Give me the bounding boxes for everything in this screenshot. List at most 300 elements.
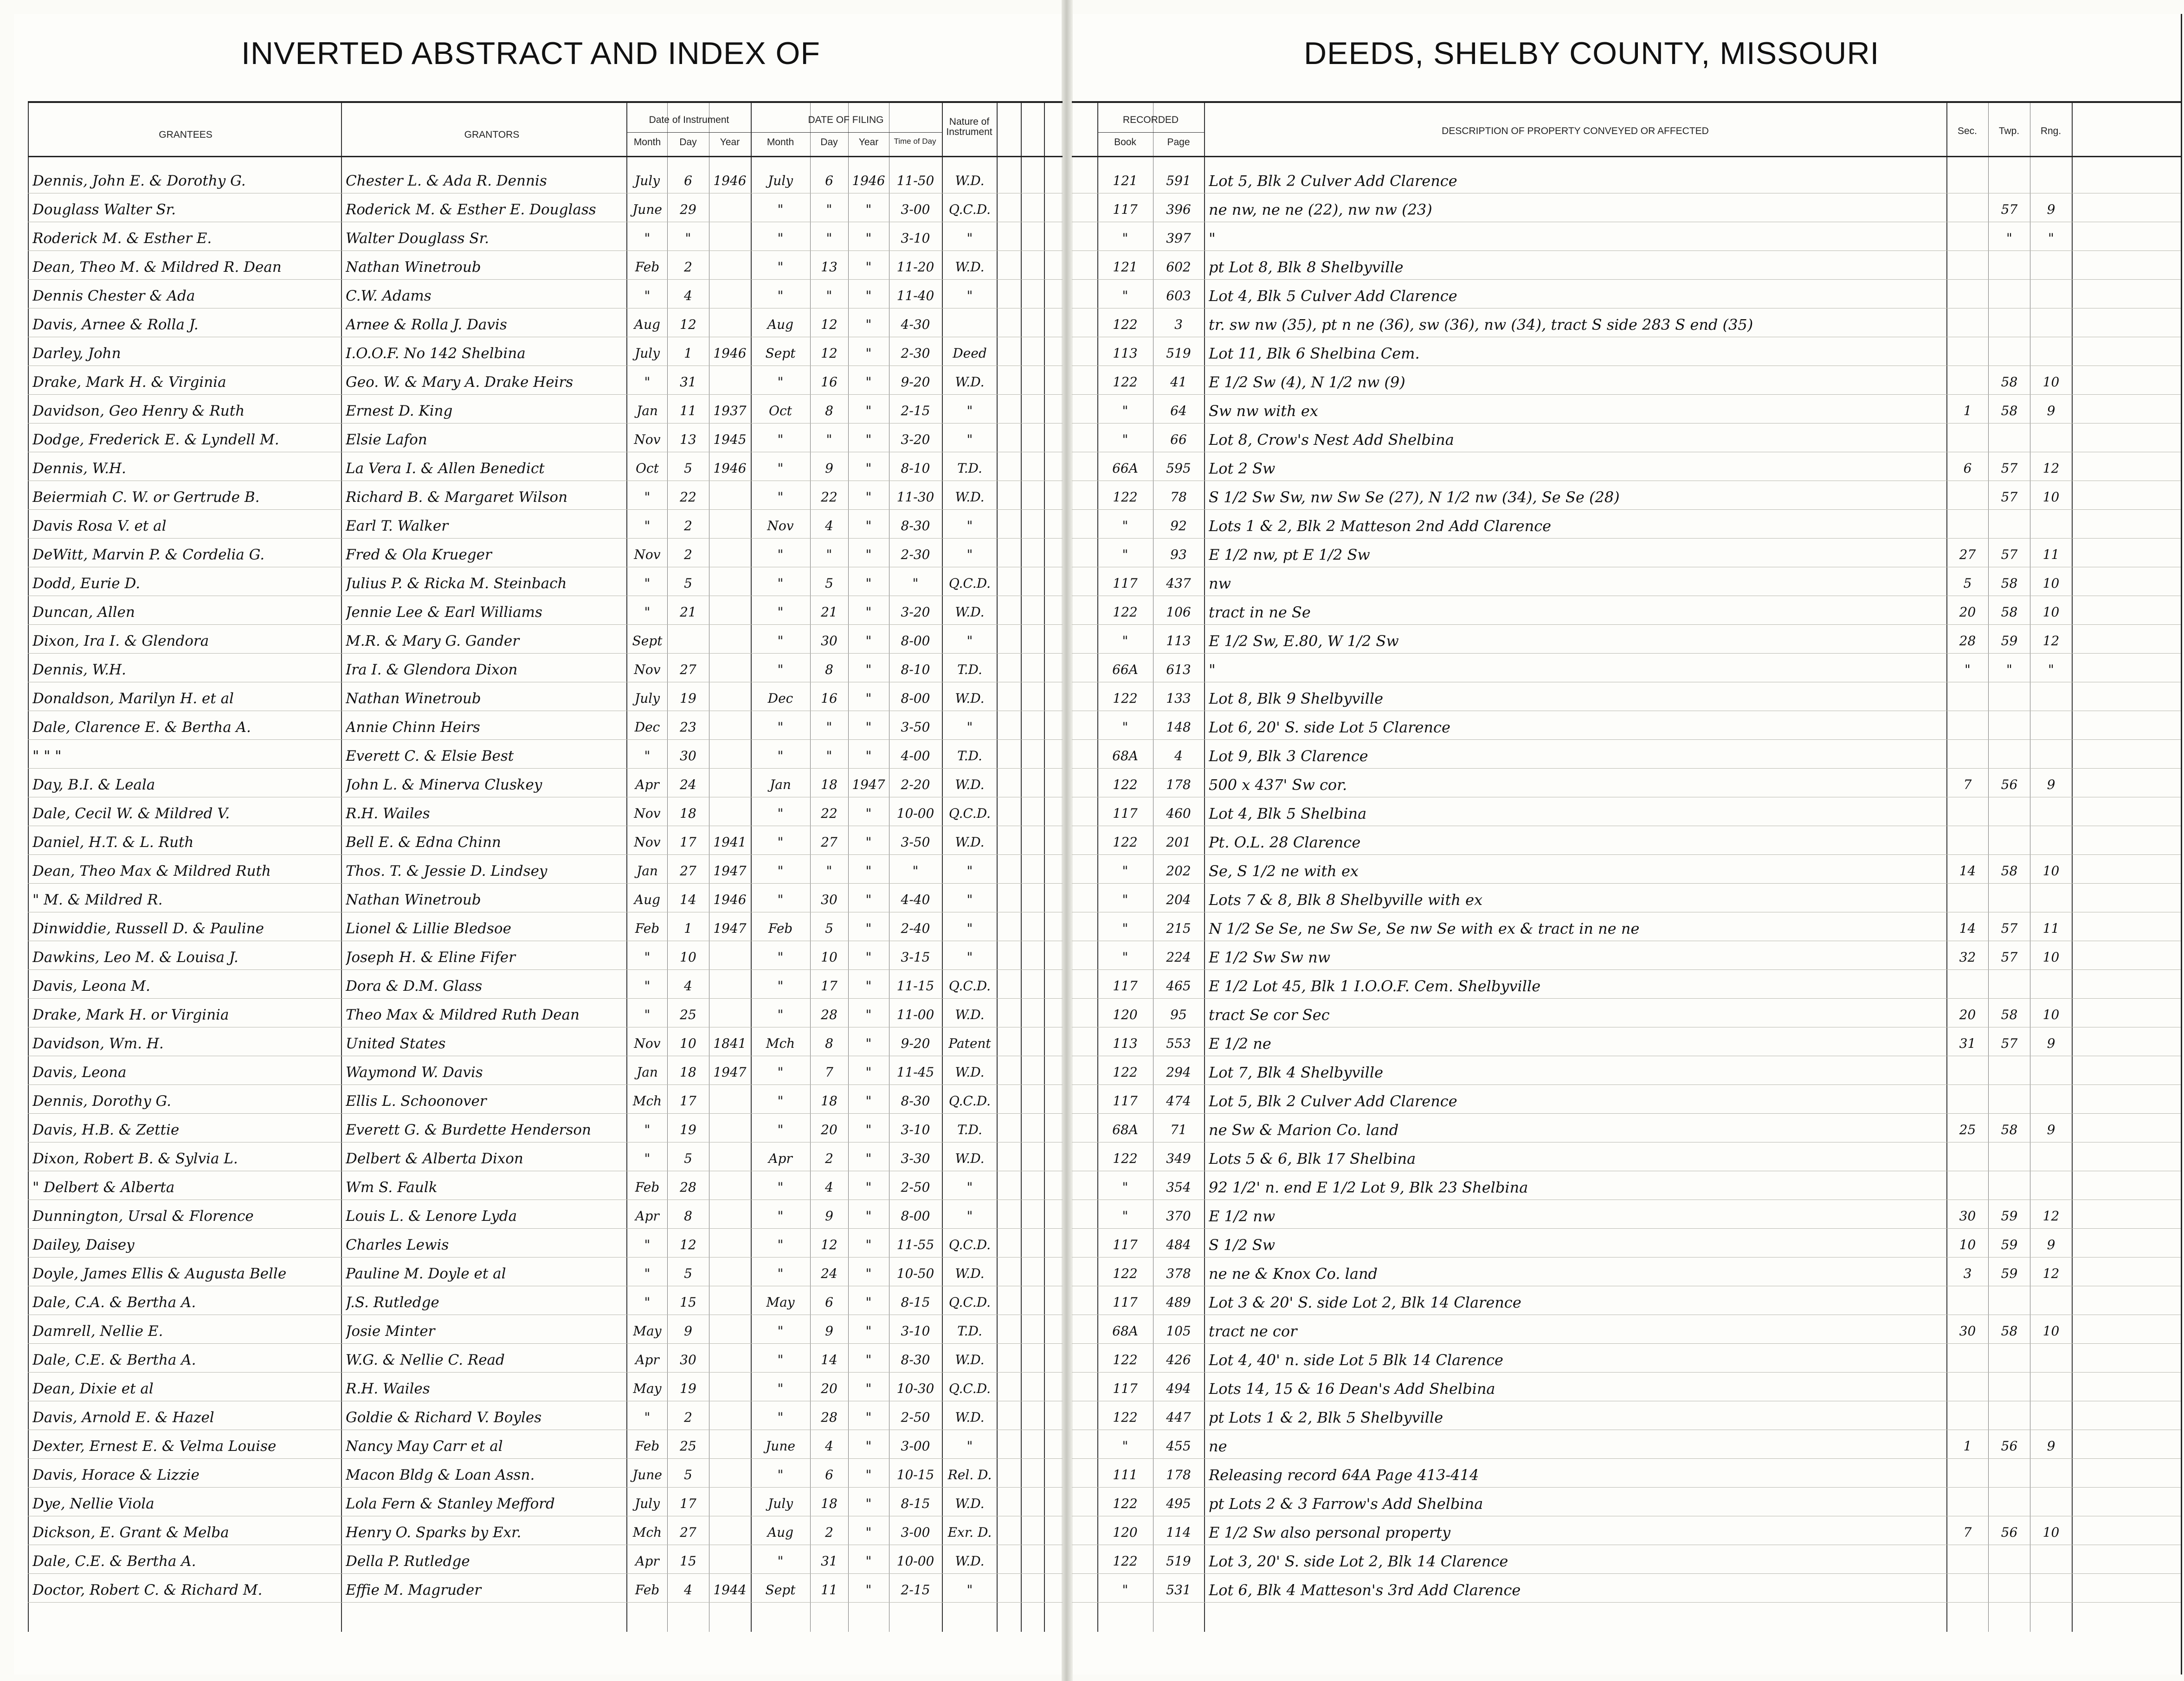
page-cell: 553 bbox=[1166, 1036, 1191, 1051]
row-rule bbox=[1072, 1602, 2181, 1603]
file-year-cell: " bbox=[865, 633, 872, 648]
page-cell: 71 bbox=[1170, 1122, 1187, 1137]
file-year-cell: " bbox=[865, 1553, 872, 1569]
grantor-cell: Joseph H. & Eline Fifer bbox=[346, 949, 515, 966]
twp-cell: 56 bbox=[2001, 777, 2018, 792]
file-month-cell: " bbox=[777, 547, 784, 562]
file-day-cell: " bbox=[826, 288, 832, 303]
grantor-cell: Effie M. Magruder bbox=[346, 1582, 482, 1598]
column-rule bbox=[810, 101, 811, 1632]
grantee-cell: Drake, Mark H. or Virginia bbox=[32, 1007, 229, 1023]
rng-cell: 9 bbox=[2047, 403, 2055, 418]
sec-cell: 14 bbox=[1959, 863, 1976, 879]
time-cell: 9-20 bbox=[901, 1036, 930, 1051]
inst-month-cell: Nov bbox=[634, 432, 661, 447]
column-rule bbox=[667, 101, 668, 1632]
rng-cell: 9 bbox=[2047, 1237, 2055, 1252]
time-cell: 3-30 bbox=[901, 1151, 930, 1166]
inst-year-cell: 1945 bbox=[713, 432, 747, 447]
time-cell: 3-50 bbox=[901, 834, 930, 850]
book-cell: 122 bbox=[1113, 1352, 1138, 1367]
time-cell: 11-55 bbox=[896, 1237, 934, 1252]
row-rule bbox=[1072, 883, 2181, 884]
inst-day-cell: 30 bbox=[680, 748, 696, 764]
description-cell: tract in ne Se bbox=[1209, 603, 1311, 621]
inst-month-cell: July bbox=[634, 1496, 660, 1511]
file-year-cell: " bbox=[865, 346, 872, 361]
col-head-grantors: GRANTORS bbox=[464, 129, 520, 140]
nature-cell: " bbox=[966, 719, 973, 735]
inst-day-cell: 5 bbox=[684, 461, 692, 476]
file-month-cell: " bbox=[777, 978, 784, 994]
file-day-cell: 12 bbox=[821, 346, 838, 361]
inst-month-cell: Aug bbox=[634, 892, 661, 907]
file-year-cell: " bbox=[865, 834, 872, 850]
page-cell: 202 bbox=[1166, 863, 1191, 879]
description-cell: E 1/2 Sw, E.80, W 1/2 Sw bbox=[1209, 632, 1399, 650]
file-month-cell: " bbox=[777, 202, 784, 217]
file-month-cell: Oct bbox=[769, 403, 792, 418]
file-year-cell: " bbox=[865, 547, 872, 562]
file-day-cell: 8 bbox=[825, 403, 833, 418]
grantee-cell: Dennis, W.H. bbox=[32, 661, 126, 678]
description-cell: 500 x 437' Sw cor. bbox=[1209, 776, 1347, 794]
grantor-cell: Elsie Lafon bbox=[346, 431, 427, 448]
row-rule bbox=[28, 739, 1063, 740]
file-month-cell: " bbox=[777, 863, 784, 879]
page-cell: 447 bbox=[1166, 1410, 1191, 1425]
file-year-cell: " bbox=[865, 576, 872, 591]
file-day-cell: " bbox=[826, 719, 832, 735]
inst-month-cell: " bbox=[644, 489, 651, 505]
description-cell: Lot 2 Sw bbox=[1209, 460, 1276, 477]
inst-day-cell: 2 bbox=[684, 259, 692, 275]
book-cell: 68A bbox=[1112, 1323, 1138, 1339]
twp-cell: 59 bbox=[2001, 1208, 2018, 1224]
file-day-cell: 6 bbox=[825, 1295, 833, 1310]
nature-cell: Rel. D. bbox=[947, 1467, 992, 1482]
inst-month-cell: June bbox=[632, 202, 662, 217]
inst-year-cell: 1947 bbox=[713, 1065, 747, 1080]
file-year-cell: " bbox=[865, 1151, 872, 1166]
twp-cell: " bbox=[2006, 662, 2012, 677]
page-cell: 613 bbox=[1166, 662, 1191, 677]
page-cell: 66 bbox=[1170, 432, 1187, 447]
inst-month-cell: " bbox=[644, 1007, 651, 1022]
file-year-cell: " bbox=[865, 259, 872, 275]
row-rule bbox=[1072, 1372, 2181, 1373]
grantor-cell: Jennie Lee & Earl Williams bbox=[346, 604, 542, 621]
file-month-cell: " bbox=[777, 231, 784, 246]
page-cell: 495 bbox=[1166, 1496, 1191, 1511]
page-cell: 460 bbox=[1166, 806, 1191, 821]
book-cell: " bbox=[1122, 892, 1128, 907]
row-rule bbox=[1072, 279, 2181, 280]
inst-day-cell: 4 bbox=[684, 1582, 692, 1598]
time-cell: 11-20 bbox=[896, 259, 934, 275]
grantee-cell: Roderick M. & Esther E. bbox=[32, 230, 212, 247]
description-cell: Lot 8, Blk 9 Shelbyville bbox=[1209, 690, 1384, 707]
file-year-cell: " bbox=[865, 461, 872, 476]
twp-cell: 57 bbox=[2001, 1036, 2018, 1051]
file-day-cell: 6 bbox=[825, 173, 833, 188]
sec-cell: 30 bbox=[1959, 1208, 1976, 1224]
page-cell: 426 bbox=[1166, 1352, 1191, 1367]
file-day-cell: " bbox=[826, 547, 832, 562]
file-month-cell: June bbox=[766, 1438, 795, 1454]
grantor-cell: Louis L. & Lenore Lyda bbox=[346, 1208, 517, 1225]
nature-cell: T.D. bbox=[957, 1122, 982, 1137]
inst-day-cell: 17 bbox=[680, 1496, 696, 1511]
column-rule bbox=[1097, 101, 1098, 1632]
time-cell: 3-10 bbox=[901, 231, 930, 246]
rng-cell: 9 bbox=[2047, 1122, 2055, 1137]
grantor-cell: Charles Lewis bbox=[346, 1237, 449, 1253]
grantor-cell: J.S. Rutledge bbox=[346, 1294, 439, 1311]
book-cell: 120 bbox=[1113, 1525, 1138, 1540]
book-cell: 122 bbox=[1113, 691, 1138, 706]
book-cell: 122 bbox=[1113, 1553, 1138, 1569]
book-cell: 122 bbox=[1113, 374, 1138, 390]
inst-month-cell: Oct bbox=[636, 461, 659, 476]
sec-cell: 25 bbox=[1959, 1122, 1976, 1137]
inst-month-cell: May bbox=[633, 1381, 662, 1396]
description-cell: Lot 3, 20' S. side Lot 2, Blk 14 Clarence bbox=[1209, 1553, 1508, 1570]
grantee-cell: Davis, Horace & Lizzie bbox=[32, 1467, 200, 1483]
page-cell: 465 bbox=[1166, 978, 1191, 994]
grantee-cell: Davis, Arnee & Rolla J. bbox=[32, 316, 199, 333]
inst-month-cell: Apr bbox=[635, 1352, 659, 1367]
sec-cell: 27 bbox=[1959, 547, 1976, 562]
grantee-cell: Dale, Cecil W. & Mildred V. bbox=[32, 805, 230, 822]
page-cell: 378 bbox=[1166, 1266, 1191, 1281]
file-year-cell: " bbox=[865, 604, 872, 620]
nature-cell: Q.C.D. bbox=[948, 1381, 991, 1396]
nature-cell: T.D. bbox=[957, 748, 982, 764]
file-day-cell: " bbox=[826, 202, 832, 217]
page-cell: 602 bbox=[1166, 259, 1191, 275]
nature-cell: W.D. bbox=[955, 1007, 985, 1022]
book-cell: 113 bbox=[1113, 346, 1138, 361]
nature-cell: W.D. bbox=[955, 374, 985, 390]
nature-cell: " bbox=[966, 231, 973, 246]
rng-cell: " bbox=[2048, 231, 2054, 246]
inst-month-cell: " bbox=[644, 288, 651, 303]
file-day-cell: " bbox=[826, 863, 832, 879]
page-cell: 178 bbox=[1166, 1467, 1191, 1482]
twp-cell: 59 bbox=[2001, 1237, 2018, 1252]
inst-month-cell: Feb bbox=[635, 1180, 660, 1195]
book-cell: " bbox=[1122, 863, 1128, 879]
file-day-cell: 9 bbox=[825, 461, 833, 476]
description-cell: Lot 4, Blk 5 Shelbina bbox=[1209, 805, 1367, 822]
file-month-cell: " bbox=[777, 1381, 784, 1396]
sec-cell: 1 bbox=[1963, 403, 1972, 418]
description-cell: N 1/2 Se Se, ne Sw Se, Se nw Se with ex & tract in ne ne bbox=[1209, 920, 1640, 937]
file-month-cell: " bbox=[777, 1266, 784, 1281]
grantor-cell: Fred & Ola Krueger bbox=[346, 546, 492, 563]
grantee-cell: Duncan, Allen bbox=[32, 604, 135, 621]
rng-cell: 10 bbox=[2042, 950, 2060, 965]
page-cell: 294 bbox=[1166, 1065, 1191, 1080]
grantor-cell: Roderick M. & Esther E. Douglass bbox=[346, 201, 596, 218]
time-cell: 8-15 bbox=[901, 1295, 930, 1310]
grantee-cell: Dunnington, Ursal & Florence bbox=[32, 1208, 254, 1225]
file-year-cell: " bbox=[865, 1381, 872, 1396]
sec-cell: 14 bbox=[1959, 921, 1976, 936]
grantee-cell: Dale, C.E. & Bertha A. bbox=[32, 1553, 196, 1570]
sec-cell: 31 bbox=[1959, 1036, 1976, 1051]
book-cell: 122 bbox=[1113, 317, 1138, 332]
file-year-cell: " bbox=[865, 1122, 872, 1137]
nature-cell: " bbox=[966, 1208, 973, 1224]
row-rule bbox=[1072, 653, 2181, 654]
grantee-cell: Dennis, W.H. bbox=[32, 460, 126, 477]
nature-cell: Q.C.D. bbox=[948, 978, 991, 994]
twp-cell: 57 bbox=[2001, 461, 2018, 476]
inst-month-cell: " bbox=[644, 950, 651, 965]
grantor-cell: Henry O. Sparks by Exr. bbox=[346, 1524, 522, 1541]
inst-month-cell: Nov bbox=[634, 547, 661, 562]
description-cell: E 1/2 Sw (4), N 1/2 nw (9) bbox=[1209, 373, 1405, 391]
column-rule bbox=[997, 101, 998, 1632]
book-cell: 66A bbox=[1112, 662, 1138, 677]
time-cell: 8-10 bbox=[901, 461, 930, 476]
inst-month-cell: July bbox=[634, 691, 660, 706]
sec-cell: 32 bbox=[1959, 950, 1976, 965]
row-rule bbox=[1072, 1573, 2181, 1574]
book-cell: 117 bbox=[1113, 1295, 1138, 1310]
grantee-cell: Dodge, Frederick E. & Lyndell M. bbox=[32, 431, 279, 448]
file-month-cell: May bbox=[766, 1295, 795, 1310]
col-head-recorded: RECORDED bbox=[1122, 115, 1179, 125]
file-day-cell: 9 bbox=[825, 1323, 833, 1339]
row-rule bbox=[28, 509, 1063, 510]
time-cell: 2-30 bbox=[901, 346, 930, 361]
inst-month-cell: " bbox=[644, 1151, 651, 1166]
time-cell: 11-40 bbox=[896, 288, 934, 303]
file-year-cell: " bbox=[865, 1582, 872, 1598]
time-cell: 2-50 bbox=[901, 1180, 930, 1195]
description-cell: E 1/2 nw bbox=[1209, 1207, 1276, 1225]
file-month-cell: " bbox=[777, 892, 784, 907]
grantee-cell: Davidson, Geo Henry & Ruth bbox=[32, 403, 245, 419]
file-day-cell: " bbox=[826, 231, 832, 246]
grantor-cell: Nancy May Carr et al bbox=[346, 1438, 503, 1455]
grantee-cell: Donaldson, Marilyn H. et al bbox=[32, 690, 234, 707]
description-cell: " bbox=[1209, 661, 1216, 679]
file-month-cell: " bbox=[777, 374, 784, 390]
row-rule bbox=[28, 883, 1063, 884]
nature-cell: Q.C.D. bbox=[948, 806, 991, 821]
twp-cell: 58 bbox=[2001, 374, 2018, 390]
row-rule bbox=[1072, 509, 2181, 510]
description-cell: pt Lots 2 & 3 Farrow's Add Shelbina bbox=[1209, 1495, 1483, 1513]
row-rule bbox=[1072, 538, 2181, 539]
rng-cell: 9 bbox=[2047, 1036, 2055, 1051]
time-cell: 4-00 bbox=[901, 748, 930, 764]
page-cell: 519 bbox=[1166, 346, 1191, 361]
col-head-grantees: GRANTEES bbox=[159, 129, 213, 140]
grantor-cell: Arnee & Rolla J. Davis bbox=[346, 316, 507, 333]
file-year-cell: " bbox=[865, 892, 872, 907]
col-head-inst-year: Year bbox=[720, 137, 740, 148]
page-cell: 519 bbox=[1166, 1553, 1191, 1569]
inst-month-cell: Dec bbox=[634, 719, 660, 735]
grantor-cell: R.H. Wailes bbox=[346, 1380, 430, 1397]
description-cell: E 1/2 Lot 45, Blk 1 I.O.O.F. Cem. Shelbyville bbox=[1209, 977, 1541, 995]
nature-cell: W.D. bbox=[955, 1553, 985, 1569]
nature-cell: Q.C.D. bbox=[948, 1237, 991, 1252]
row-rule bbox=[28, 1113, 1063, 1114]
description-cell: ne ne & Knox Co. land bbox=[1209, 1265, 1378, 1283]
inst-month-cell: Aug bbox=[634, 317, 661, 332]
time-cell: 8-10 bbox=[901, 662, 930, 677]
inst-year-cell: 1946 bbox=[713, 173, 747, 188]
column-rule bbox=[1044, 101, 1045, 1632]
inst-day-cell: 4 bbox=[684, 288, 692, 303]
inst-month-cell: Feb bbox=[635, 921, 660, 936]
inst-month-cell: " bbox=[644, 1410, 651, 1425]
page-cell: 106 bbox=[1166, 604, 1191, 620]
grantee-cell: Dodd, Eurie D. bbox=[32, 575, 141, 592]
page-cell: 201 bbox=[1166, 834, 1191, 850]
time-cell: 3-20 bbox=[901, 432, 930, 447]
twp-cell: 58 bbox=[2001, 1323, 2018, 1339]
inst-day-cell: 23 bbox=[680, 719, 696, 735]
sec-cell: 6 bbox=[1963, 461, 1972, 476]
file-month-cell: " bbox=[777, 748, 784, 764]
twp-cell: 58 bbox=[2001, 576, 2018, 591]
inst-month-cell: Jan bbox=[637, 1065, 658, 1080]
grantee-cell: Davis, Arnold E. & Hazel bbox=[32, 1409, 214, 1426]
description-cell: Lot 6, 20' S. side Lot 5 Clarence bbox=[1209, 719, 1450, 736]
page-cell: 93 bbox=[1170, 547, 1187, 562]
row-rule bbox=[28, 394, 1063, 395]
col-head-sec: Sec. bbox=[1957, 126, 1978, 136]
nature-cell: W.D. bbox=[955, 834, 985, 850]
grantee-cell: Day, B.I. & Leala bbox=[32, 776, 155, 793]
inst-day-cell: 9 bbox=[684, 1323, 692, 1339]
file-day-cell: 8 bbox=[825, 1036, 833, 1051]
inst-month-cell: Jan bbox=[637, 403, 658, 418]
sec-cell: 28 bbox=[1959, 633, 1976, 648]
grantee-cell: Dailey, Daisey bbox=[32, 1237, 135, 1253]
grantee-cell: Dennis, Dorothy G. bbox=[32, 1093, 171, 1110]
file-day-cell: 12 bbox=[821, 1237, 838, 1252]
time-cell: 2-30 bbox=[901, 547, 930, 562]
grantee-cell: Dale, C.A. & Bertha A. bbox=[32, 1294, 196, 1311]
book-cell: 113 bbox=[1113, 1036, 1138, 1051]
file-day-cell: 4 bbox=[825, 1180, 833, 1195]
time-cell: " bbox=[912, 863, 919, 879]
grantor-cell: Ellis L. Schoonover bbox=[346, 1093, 487, 1110]
inst-month-cell: " bbox=[644, 374, 651, 390]
grantor-cell: Chester L. & Ada R. Dennis bbox=[346, 173, 547, 189]
row-rule bbox=[1072, 624, 2181, 625]
file-month-cell: " bbox=[777, 1553, 784, 1569]
file-day-cell: 22 bbox=[821, 489, 838, 505]
file-year-cell: " bbox=[865, 950, 872, 965]
file-day-cell: 30 bbox=[821, 633, 838, 648]
file-year-cell: " bbox=[865, 1438, 872, 1454]
rng-cell: 12 bbox=[2042, 461, 2060, 476]
file-month-cell: Apr bbox=[768, 1151, 792, 1166]
time-cell: 10-00 bbox=[896, 806, 934, 821]
inst-year-cell: 1941 bbox=[713, 834, 747, 850]
book-cell: 122 bbox=[1113, 1410, 1138, 1425]
twp-cell: 58 bbox=[2001, 604, 2018, 620]
grantor-cell: Geo. W. & Mary A. Drake Heirs bbox=[346, 374, 573, 391]
time-cell: 11-45 bbox=[896, 1065, 934, 1080]
inst-month-cell: Nov bbox=[634, 662, 661, 677]
row-rule bbox=[28, 538, 1063, 539]
twp-cell: 57 bbox=[2001, 202, 2018, 217]
nature-cell: Q.C.D. bbox=[948, 202, 991, 217]
inst-day-cell: 25 bbox=[680, 1438, 696, 1454]
file-month-cell: Aug bbox=[767, 1525, 794, 1540]
inst-day-cell: 1 bbox=[684, 346, 692, 361]
book-cell: " bbox=[1122, 1208, 1128, 1224]
grantor-cell: Delbert & Alberta Dixon bbox=[346, 1150, 523, 1167]
inst-day-cell: 17 bbox=[680, 834, 696, 850]
description-cell: nw bbox=[1209, 575, 1231, 592]
inst-year-cell: 1841 bbox=[713, 1036, 747, 1051]
file-year-cell: " bbox=[865, 1266, 872, 1281]
time-cell: 8-30 bbox=[901, 518, 930, 533]
page-cell: 474 bbox=[1166, 1093, 1191, 1109]
row-rule bbox=[28, 998, 1063, 999]
book-cell: " bbox=[1122, 231, 1128, 246]
file-day-cell: 8 bbox=[825, 662, 833, 677]
inst-day-cell: 19 bbox=[680, 1381, 696, 1396]
book-cell: 121 bbox=[1113, 173, 1138, 188]
file-day-cell: 22 bbox=[821, 806, 838, 821]
nature-cell: " bbox=[966, 633, 973, 648]
file-day-cell: 4 bbox=[825, 518, 833, 533]
description-cell: E 1/2 ne bbox=[1209, 1035, 1271, 1052]
row-rule bbox=[1072, 1257, 2181, 1258]
col-head-book: Book bbox=[1114, 137, 1136, 148]
file-day-cell: 21 bbox=[821, 604, 838, 620]
nature-cell: " bbox=[966, 288, 973, 303]
book-cell: " bbox=[1122, 288, 1128, 303]
file-month-cell: Feb bbox=[768, 921, 793, 936]
nature-cell: " bbox=[966, 1582, 973, 1598]
row-rule bbox=[1072, 250, 2181, 251]
page-cell: 178 bbox=[1166, 777, 1191, 792]
grantor-cell: Lionel & Lillie Bledsoe bbox=[346, 920, 511, 937]
rng-cell: 11 bbox=[2042, 547, 2060, 562]
time-cell: 3-20 bbox=[901, 604, 930, 620]
grantee-cell: " " " bbox=[32, 748, 62, 764]
inst-day-cell: 24 bbox=[680, 777, 696, 792]
nature-cell: " bbox=[966, 863, 973, 879]
description-cell: pt Lots 1 & 2, Blk 5 Shelbyville bbox=[1209, 1409, 1443, 1426]
nature-cell: " bbox=[966, 892, 973, 907]
row-rule bbox=[28, 1602, 1063, 1603]
file-month-cell: " bbox=[777, 461, 784, 476]
col-head-inst-day: Day bbox=[679, 137, 697, 148]
row-rule bbox=[28, 1372, 1063, 1373]
row-rule bbox=[1072, 1343, 2181, 1344]
file-year-cell: " bbox=[865, 978, 872, 994]
page-cell: 113 bbox=[1166, 633, 1191, 648]
time-cell: 3-00 bbox=[901, 1438, 930, 1454]
page-cell: 595 bbox=[1166, 461, 1191, 476]
grantee-cell: Doyle, James Ellis & Augusta Belle bbox=[32, 1265, 287, 1282]
file-month-cell: Dec bbox=[767, 691, 793, 706]
